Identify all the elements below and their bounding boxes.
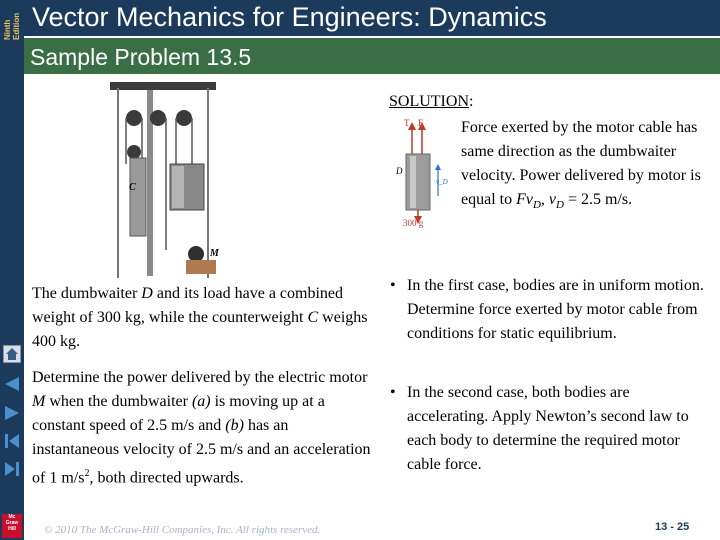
problem-var-c: C [307, 309, 319, 326]
fbd-label-f: F [418, 118, 424, 128]
prev-arrow-icon [3, 375, 21, 393]
mcgraw-hill-logo [2, 514, 22, 538]
last-slide-button[interactable] [3, 460, 21, 478]
counterweight-label: C [129, 182, 136, 193]
last-page-icon [3, 460, 21, 478]
bullet-text: In the first case, bodies are in uniform motion. Determine force exerted by motor cable from conditions for static equilibrium. [407, 277, 704, 342]
problem-var-d: D [141, 285, 153, 302]
problem-text: and its load have a combined weight of 300 kg, while the counterweight [32, 285, 344, 326]
problem-superscript: 2 [84, 468, 90, 479]
next-slide-button[interactable] [3, 404, 21, 422]
problem-text: Determine the power delivered by the electric motor [32, 369, 368, 386]
problem-text: The dumbwaiter [32, 285, 142, 302]
solution-eq-sub1: D [532, 199, 541, 212]
solution-label: SOLUTION [389, 93, 469, 110]
solution-eq-sub2: D [556, 199, 564, 212]
subtitle-bar [24, 38, 720, 74]
bullet-text: In the second case, both bodies are accelerating. Apply Newton’s second law to each body to determine the required motor cable force. [407, 384, 689, 473]
page-number: 13 - 25 [655, 521, 690, 533]
fbd-label-t: T [404, 118, 410, 128]
problem-text: is moving up at a constant speed of 2.5 m/s and [32, 393, 325, 434]
prev-slide-button[interactable] [3, 375, 21, 393]
solution-eq-end: = 2.5 m/s. [563, 191, 633, 208]
solution-eq-f: Fv [516, 191, 533, 208]
fbd-label-vd: v_D [436, 178, 448, 186]
problem-part-a: (a) [191, 393, 211, 410]
bullet-list-item [386, 381, 714, 477]
copyright-notice: © 2010 The McGraw-Hill Companies, Inc. All rights reserved. [44, 524, 321, 536]
title-bar [24, 0, 720, 36]
bullet-symbol: • [390, 277, 396, 294]
bullet-symbol: • [390, 384, 396, 401]
page-title: Vector Mechanics for Engineers: Dynamics [32, 2, 547, 32]
problem-text: has an instantaneous velocity of 2.5 m/s and an acceleration of 1 m/s [32, 417, 371, 487]
solution-heading [389, 92, 473, 112]
edition-text: Ninth Edition [3, 12, 21, 40]
logo-text: Mc Graw Hill [5, 514, 19, 532]
bullet-list-item [386, 274, 714, 346]
home-icon [4, 346, 20, 362]
solution-text [461, 116, 711, 217]
problem-text: when the dumbwaiter [45, 393, 192, 410]
fbd-label-weight: 300 g [403, 218, 424, 228]
fbd-label-d: D [396, 166, 403, 176]
solution-eq-mid: , v [540, 191, 557, 208]
problem-text: , both directed upwards. [89, 469, 244, 487]
next-arrow-icon [3, 404, 21, 422]
problem-paragraph-2 [32, 366, 372, 490]
problem-part-b: (b) [225, 417, 244, 434]
problem-paragraph-1 [32, 282, 372, 354]
problem-text: weighs 400 kg. [32, 309, 368, 350]
solution-colon: : [469, 93, 474, 110]
home-button[interactable] [3, 345, 21, 363]
dumbwaiter-illustration [108, 78, 220, 280]
left-sidebar [0, 0, 24, 540]
solution-body: Force exerted by the motor cable has same direction as the dumbwaiter velocity. Power delivered by motor is equal to [461, 119, 701, 208]
edition-badge [0, 0, 24, 40]
first-slide-button[interactable] [3, 432, 21, 450]
problem-var-m: M [32, 393, 46, 410]
first-page-icon [3, 432, 21, 450]
page-subtitle: Sample Problem 13.5 [30, 44, 252, 70]
motor-label: M [210, 248, 219, 259]
